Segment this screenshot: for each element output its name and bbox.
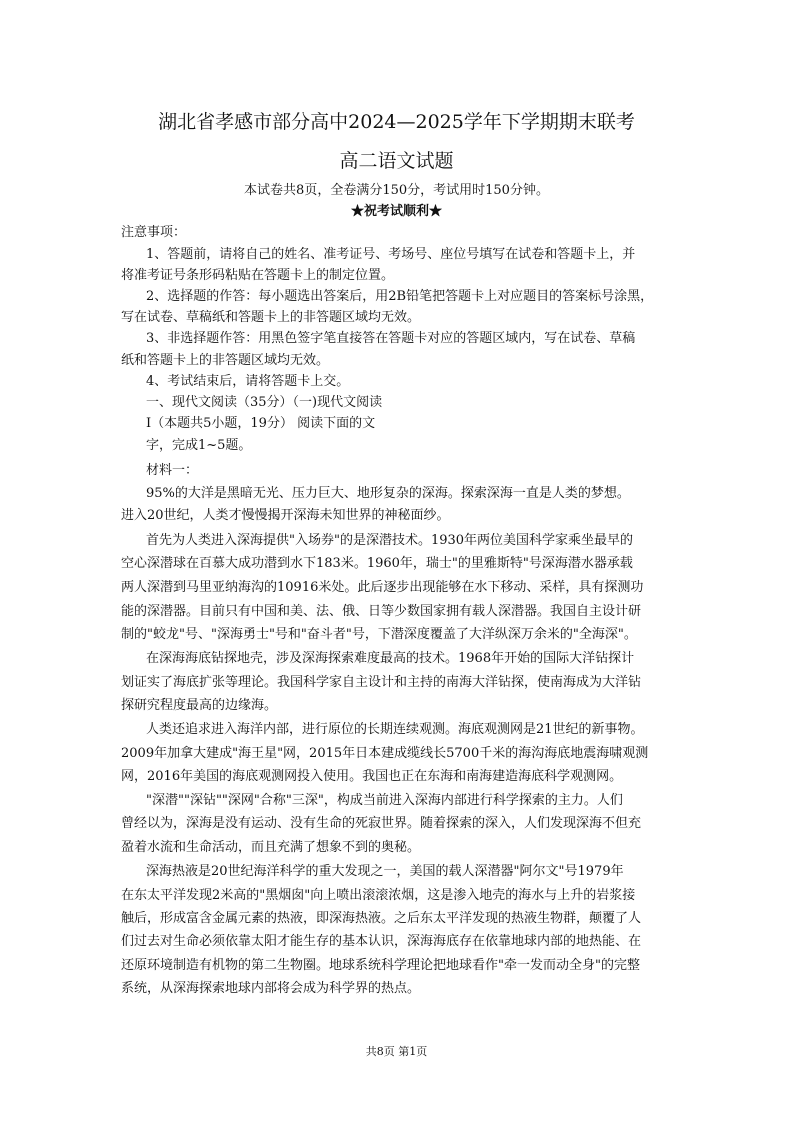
notes-line: 1、答题前，请将自己的姓名、准考证号、考场号、座位号填写在试卷和答题卡上，并	[146, 247, 636, 262]
body-line: 制的"蛟龙"号、"深海勇士"号和"奋斗者"号，下潜深度覆盖了大洋纵深万余米的"全海深"。	[121, 627, 637, 642]
body-line: 们过去对生命必须依靠太阳才能生存的基本认识，深海海底存在依靠地球内部的地热能、在	[121, 934, 642, 949]
body-line: 95%的大洋是黑暗无光、压力巨大、地形复杂的深海。探索深海一直是人类的梦想。	[146, 486, 630, 501]
page-footer: 共8页 第1页	[365, 1045, 428, 1058]
body-line: 两人深潜到马里亚纳海沟的10916米处。此后逐步出现能够在水下移动、采样，具有探测功	[121, 580, 644, 595]
notes-line: 3、非选择题作答：用黑色签字笔直接答在答题卡对应的答题区域内，写在试卷、草稿	[146, 331, 636, 346]
body-line: 划证实了海底扩张等理论。我国科学家自主设计和主持的南海大洋钻探，使南海成为大洋钻	[121, 675, 642, 690]
body-line: 还原环境制造有机物的第二生物圈。地球系统科学理论把地球看作"牵一发而动全身"的完整	[121, 958, 640, 973]
exam-subtitle: 高二语文试题	[339, 150, 454, 172]
body-line: 在东太平洋发现2米高的"黑烟囱"向上喷出滚滚浓烟，这是渗入地壳的海水与上升的岩浆接	[121, 888, 636, 903]
exam-info: 本试卷共8页，全卷满分150分，考试用时150分钟。	[244, 183, 549, 198]
body-line: 2009年加拿大建成"海王星"网，2015年日本建成缆线长5700千米的海沟海底地震海啸观测	[121, 746, 649, 761]
notes-heading: 注意事项：	[121, 225, 187, 240]
notes-line: 写在试卷、草稿纸和答题卡上的非答题区域均无效。	[121, 310, 421, 325]
body-line: 进入20世纪，人类才慢慢揭开深海未知世界的神秘面纱。	[121, 508, 450, 523]
section-instruction: 字，完成1~5题。	[146, 438, 252, 453]
body-line: 能的深潜器。目前只有中国和美、法、俄、日等少数国家拥有载人深潜器。我国自主设计研	[121, 604, 642, 619]
body-line: 首先为人类进入深海提供"入场券"的是深潜技术。1930年两位美国科学家乘坐最早的	[146, 533, 634, 548]
body-line: 网，2016年美国的海底观测网投入使用。我国也正在东海和南海建造海底科学观测网。	[121, 769, 623, 784]
body-line: 触后，形成富含金属元素的热液，即深海热液。之后东太平洋发现的热液生物群，颠覆了人	[121, 911, 642, 926]
body-line: 深海热液是20世纪海洋科学的重大发现之一，美国的载人深潜器"阿尔文"号1979年	[146, 864, 624, 879]
notes-line: 纸和答题卡上的非答题区域均无效。	[121, 353, 330, 368]
notes-line: 将准考证号条形码粘贴在答题卡上的制定位置。	[121, 268, 395, 283]
notes-line: 2、选择题的作答：每小题选出答案后，用2B铅笔把答题卡上对应题目的答案标号涂黑，	[146, 289, 654, 304]
body-line: "深潜""深钻""深网"合称"三深"，构成当前进入深海内部进行科学探索的主力。人们	[146, 793, 623, 808]
body-line: 系统，从深海探索地球内部将会成为科学界的热点。	[121, 981, 421, 996]
body-line: 盈着水流和生命活动，而且充满了想象不到的奥秘。	[121, 840, 421, 855]
body-line: 探研究程度最高的边缘海。	[121, 698, 278, 713]
body-line: 曾经以为，深海是没有运动、没有生命的死寂世界。随着探索的深入，人们发现深海不但充	[121, 816, 642, 831]
exam-title: 湖北省孝感市部分高中2024—2025学年下学期期末联考	[158, 111, 635, 133]
material-label: 材料一：	[146, 463, 199, 478]
section-instruction: Ⅰ（本题共5小题，19分） 阅读下面的文	[146, 416, 376, 431]
body-line: 人类还追求进入海洋内部，进行原位的长期连续观测。海底观测网是21世纪的新事物。	[146, 722, 644, 737]
exam-wish: ★祝考试顺利★	[350, 204, 442, 219]
body-line: 在深海海底钻探地壳，涉及深海探索难度最高的技术。1968年开始的国际大洋钻探计	[146, 651, 635, 666]
body-line: 空心深潜球在百慕大成功潜到水下183米。1960年，瑞士"的里雅斯特"号深海潜水器承载	[121, 556, 633, 571]
notes-line: 4、考试结束后，请将答题卡上交。	[146, 374, 350, 389]
section-heading: 一、现代文阅读（35分）（一)现代文阅读	[146, 395, 383, 410]
